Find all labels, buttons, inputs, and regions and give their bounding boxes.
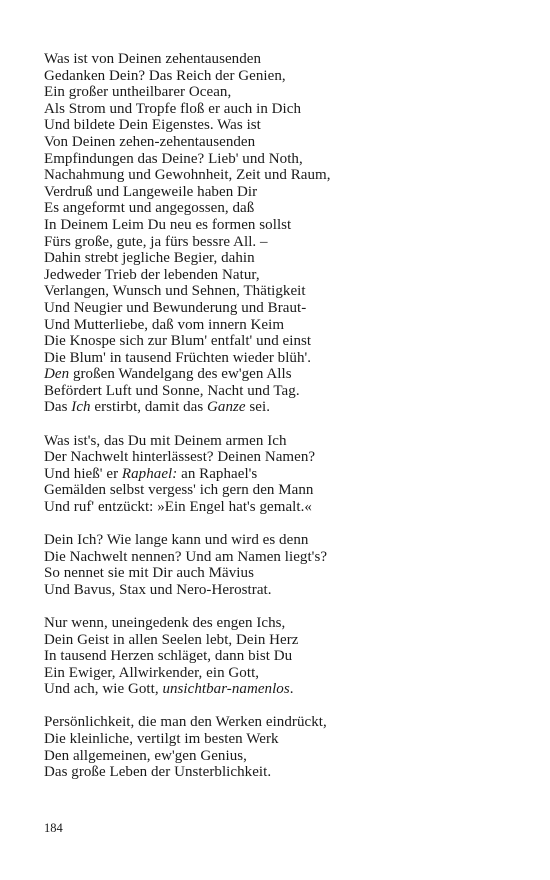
line-text: Die Knospe sich zur Blum' entfalt' und einst <box>44 333 312 350</box>
verse-line <box>44 300 514 317</box>
verse-line <box>44 615 514 632</box>
line-text: Verdruß und Langeweile haben Dir <box>44 183 258 200</box>
verse-line <box>44 134 514 151</box>
line-text: Ein Ewiger, Allwirkender, ein Gott, <box>44 664 260 681</box>
verse-line <box>44 366 514 383</box>
verse-line <box>44 234 514 251</box>
line-text: . <box>289 681 294 698</box>
verse-line <box>44 200 514 217</box>
verse-line <box>44 101 514 118</box>
line-text: Persönlichkeit, die man den Werken eindrückt, <box>44 714 327 731</box>
verse-line <box>44 665 514 682</box>
line-text: erstirbt, damit das <box>90 399 208 416</box>
verse-line <box>44 731 514 748</box>
line-text: Verlangen, Wunsch und Sehnen, Thätigkeit <box>44 283 306 300</box>
stanza <box>44 532 514 598</box>
verse-line <box>44 582 514 599</box>
verse-line <box>44 184 514 201</box>
verse-line <box>44 449 514 466</box>
line-text: Ein großer untheilbarer Ocean, <box>44 84 232 101</box>
line-text: Und Mutterliebe, daß vom innern Keim <box>44 316 285 333</box>
verse-line <box>44 267 514 284</box>
line-text: Was ist's, das Du mit Deinem armen Ich <box>44 432 287 449</box>
line-text: Den allgemeinen, ew'gen Genius, <box>44 747 247 764</box>
verse-line <box>44 167 514 184</box>
stanza <box>44 433 514 516</box>
emphasized-text: Ganze <box>207 399 246 416</box>
stanza <box>44 51 514 416</box>
verse-line <box>44 68 514 85</box>
verse-line <box>44 764 514 781</box>
verse-line <box>44 383 514 400</box>
line-text: So nennet sie mit Dir auch Mävius <box>44 565 254 582</box>
line-text: Gedanken Dein? Das Reich der Genien, <box>44 67 286 84</box>
line-text: Und Bavus, Stax und Nero-Herostrat. <box>44 581 272 598</box>
verse-line <box>44 499 514 516</box>
line-text: Jedweder Trieb der lebenden Natur, <box>44 266 260 283</box>
line-text: Die kleinliche, vertilgt im besten Werk <box>44 730 279 747</box>
verse-line <box>44 549 514 566</box>
verse-line <box>44 117 514 134</box>
line-text: Als Strom und Tropfe floß er auch in Dich <box>44 100 302 117</box>
verse-line <box>44 84 514 101</box>
line-text: Von Deinen zehen-zehentausenden <box>44 133 256 150</box>
emphasized-text: unsichtbar-namenlos <box>162 681 290 698</box>
line-text: Und ruf' entzückt: »Ein Engel hat's gemalt.« <box>44 498 312 515</box>
stanza <box>44 615 514 698</box>
verse-line <box>44 217 514 234</box>
line-text: Und hieß' er <box>44 465 122 482</box>
line-text: Befördert Luft und Sonne, Nacht und Tag. <box>44 382 300 399</box>
line-text: In Deinem Leim Du neu es formen sollst <box>44 216 292 233</box>
page-number: 184 <box>44 821 63 835</box>
line-text: Das <box>44 399 72 416</box>
verse-line <box>44 433 514 450</box>
verse-line <box>44 648 514 665</box>
line-text: Was ist von Deinen zehentausenden <box>44 51 262 67</box>
verse-line <box>44 151 514 168</box>
line-text: Dein Ich? Wie lange kann und wird es denn <box>44 532 309 549</box>
verse-line <box>44 681 514 698</box>
line-text: an Raphael's <box>177 465 258 482</box>
line-text: Der Nachwelt hinterlässest? Deinen Namen? <box>44 449 316 466</box>
line-text: Und ach, wie Gott, <box>44 681 163 698</box>
verse-line <box>44 532 514 549</box>
line-text: Und bildete Dein Eigenstes. Was ist <box>44 117 261 134</box>
verse-line <box>44 350 514 367</box>
verse-line <box>44 317 514 334</box>
emphasized-text: Den <box>44 366 70 383</box>
verse-line <box>44 51 514 68</box>
emphasized-text: Raphael: <box>121 465 178 482</box>
stanza <box>44 714 514 780</box>
verse-line <box>44 632 514 649</box>
line-text: Fürs große, gute, ja fürs bessre All. – <box>44 233 268 250</box>
line-text: Dein Geist in allen Seelen lebt, Dein Herz <box>44 631 299 648</box>
poem-text-block <box>44 51 514 797</box>
line-text: Nur wenn, uneingedenk des engen Ichs, <box>44 614 286 631</box>
verse-line <box>44 399 514 416</box>
line-text: Gemälden selbst vergess' ich gern den Mann <box>44 482 314 499</box>
verse-line <box>44 482 514 499</box>
line-text: Nachahmung und Gewohnheit, Zeit und Raum, <box>44 167 331 184</box>
line-text: Dahin strebt jegliche Begier, dahin <box>44 250 255 267</box>
verse-line <box>44 565 514 582</box>
line-text: sei. <box>245 399 271 416</box>
line-text: Und Neugier und Bewunderung und Braut- <box>44 299 307 316</box>
verse-line <box>44 466 514 483</box>
verse-line <box>44 250 514 267</box>
line-text: Die Blum' in tausend Früchten wieder blüh'. <box>44 349 312 366</box>
verse-line <box>44 748 514 765</box>
verse-line <box>44 714 514 731</box>
verse-line <box>44 283 514 300</box>
line-text: Das große Leben der Unsterblichkeit. <box>44 764 272 781</box>
line-text: Es angeformt und angegossen, daß <box>44 200 255 217</box>
line-text: Empfindungen das Deine? Lieb' und Noth, <box>44 150 303 167</box>
line-text: großen Wandelgang des ew'gen Alls <box>69 366 292 383</box>
line-text: In tausend Herzen schläget, dann bist Du <box>44 648 293 665</box>
emphasized-text: Ich <box>71 399 91 416</box>
verse-line <box>44 333 514 350</box>
line-text: Die Nachwelt nennen? Und am Namen liegt's? <box>44 548 328 565</box>
